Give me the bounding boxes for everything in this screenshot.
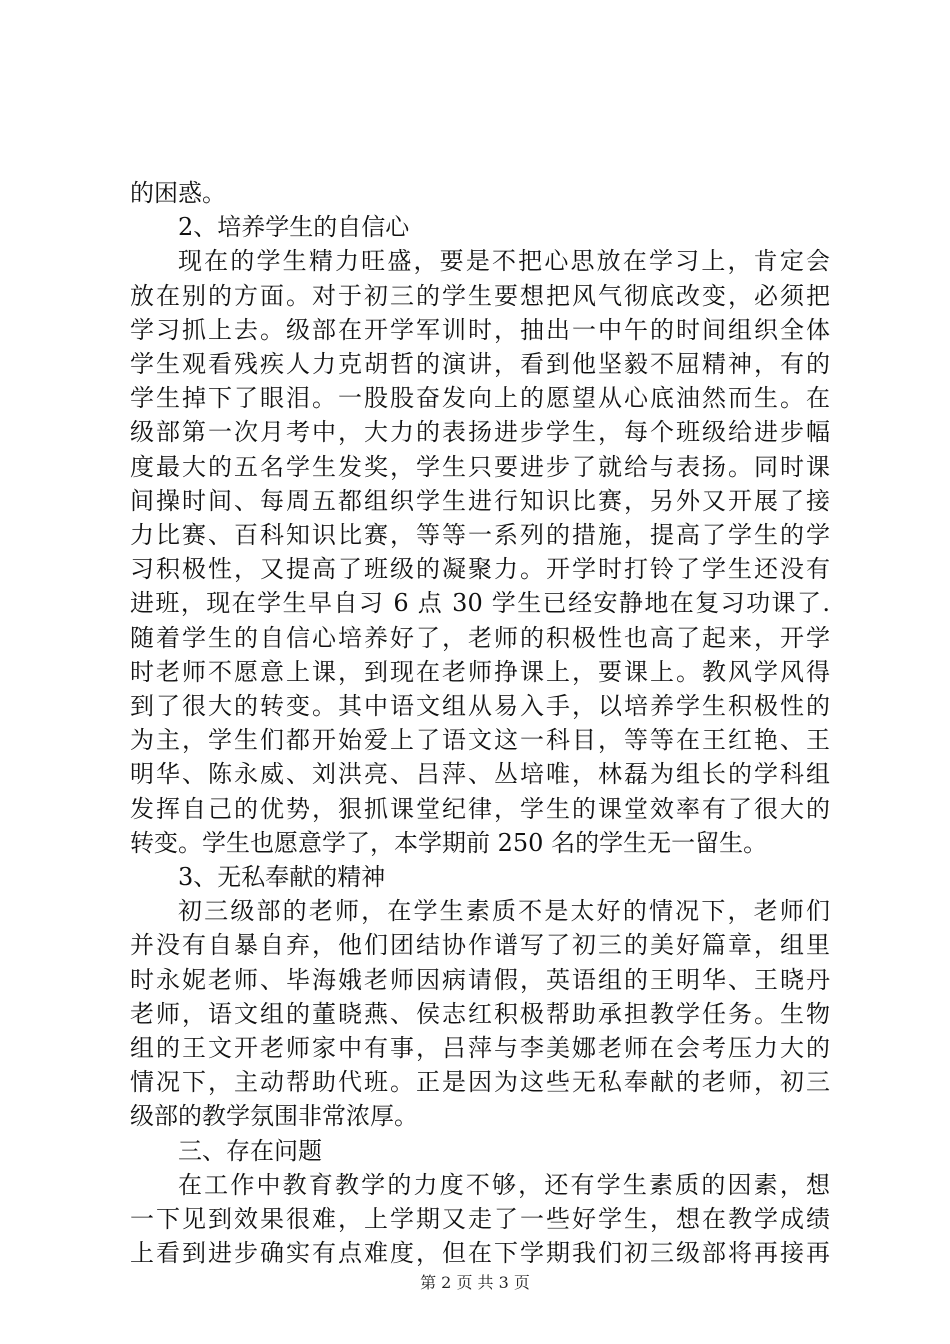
text-line: 级部第一次月考中，大力的表扬进步学生，每个班级给进步幅: [130, 418, 830, 447]
text-line: 明华、陈永威、刘洪亮、吕萍、丛培唯，林磊为组长的学科组: [130, 760, 830, 789]
text-line: 力比赛、百科知识比赛，等等一系列的措施，提高了学生的学: [130, 521, 830, 549]
text-line: 学生掉下了眼泪。一股股奋发向上的愿望从心底油然而生。在: [130, 384, 830, 413]
text-line: 老师，语文组的董晓燕、侯志红积极帮助承担教学任务。生物: [130, 999, 830, 1028]
text-line: 习积极性，又提高了班级的凝聚力。开学时打铃了学生还没有: [130, 555, 830, 584]
text-line: 上看到进步确实有点难度，但在下学期我们初三级部将再接再: [130, 1239, 830, 1268]
text-line: 发挥自己的优势，狠抓课堂纪律，学生的课堂效率有了很大的: [130, 794, 830, 823]
section-heading: 2、培养学生的自信心: [178, 213, 410, 242]
text-line: 转变。学生也愿意学了，本学期前 250 名的学生无一留生。: [130, 828, 768, 857]
text-line: 进班，现在学生早自习 6 点 30 学生已经安静地在复习功课了.: [130, 589, 830, 618]
text-line: 时永妮老师、毕海娥老师因病请假，英语组的王明华、王晓丹: [130, 965, 830, 994]
text-line: 的困惑。: [130, 179, 226, 207]
text-line: 为主，学生们都开始爱上了语文这一科目，等等在王红艳、王: [130, 726, 830, 755]
text-line: 度最大的五名学生发奖，学生只要进步了就给与表扬。同时课: [130, 452, 830, 481]
text-line: 放在别的方面。对于初三的学生要想把风气彻底改变，必须把: [130, 281, 830, 310]
text-line: 时老师不愿意上课，到现在老师挣课上，要课上。教风学风得: [130, 657, 830, 686]
text-line: 并没有自暴自弃，他们团结协作谱写了初三的美好篇章，组里: [130, 931, 830, 960]
text-line: 学习抓上去。级部在开学军训时，抽出一中午的时间组织全体: [130, 315, 830, 344]
page-footer: 第 2 页 共 3 页: [420, 1273, 530, 1292]
text-line: 现在的学生精力旺盛，要是不把心思放在学习上，肯定会: [178, 247, 830, 276]
text-line: 间操时间、每周五都组织学生进行知识比赛，另外又开展了接: [130, 486, 830, 515]
text-line: 在工作中教育教学的力度不够，还有学生素质的因素，想: [178, 1170, 830, 1199]
text-line: 初三级部的老师，在学生素质不是太好的情况下，老师们: [178, 897, 830, 926]
text-line: 情况下，主动帮助代班。正是因为这些无私奉献的老师，初三: [130, 1068, 830, 1097]
text-line: 学生观看残疾人力克胡哲的演讲，看到他坚毅不屈精神，有的: [130, 350, 830, 378]
text-line: 一下见到效果很难，上学期又走了一些好学生，想在教学成绩: [130, 1205, 830, 1233]
text-line: 随着学生的自信心培养好了，老师的积极性也高了起来，开学: [130, 623, 830, 652]
text-line: 组的王文开老师家中有事，吕萍与李美娜老师在会考压力大的: [130, 1034, 830, 1062]
section-heading: 3、无私奉献的精神: [178, 863, 386, 891]
section-heading: 三、存在问题: [178, 1136, 322, 1165]
text-line: 级部的教学氛围非常浓厚。: [130, 1102, 418, 1131]
text-line: 到了很大的转变。其中语文组从易入手，以培养学生积极性的: [130, 692, 830, 720]
